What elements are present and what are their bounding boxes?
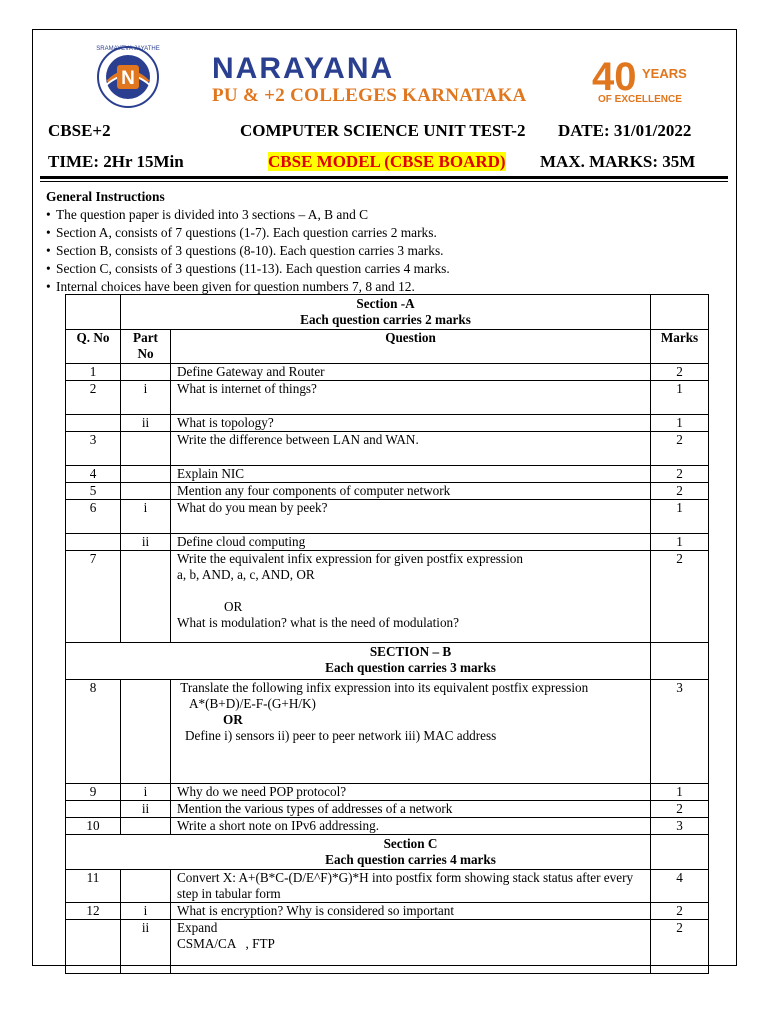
part-number [121, 551, 171, 643]
q-number [66, 534, 121, 551]
q-number: 1 [66, 364, 121, 381]
section-b-header [66, 643, 709, 680]
marks: 4 [651, 870, 709, 903]
part-number [121, 364, 171, 381]
q-number: 8 [66, 680, 121, 784]
question-text: Convert X: A+(B*C-(D/E^F)*G)*H into postfix form showing stack status after every step in tabular form [171, 870, 651, 903]
part-number: i [121, 903, 171, 920]
part-number [121, 870, 171, 903]
marks: 1 [651, 381, 709, 415]
part-number: i [121, 500, 171, 534]
part-number: i [121, 784, 171, 801]
marks: 2 [651, 432, 709, 466]
question-text: What do you mean by peek? [171, 500, 651, 534]
table-row [66, 381, 709, 415]
test-title: COMPUTER SCIENCE UNIT TEST-2 [240, 121, 526, 140]
question-text: Explain NIC [171, 466, 651, 483]
marks: 3 [651, 818, 709, 835]
table-row [66, 870, 709, 903]
question-text: Why do we need POP protocol? [171, 784, 651, 801]
or-label: OR [223, 712, 243, 727]
table-row [66, 680, 709, 784]
model-highlight: CBSE MODEL (CBSE BOARD) [268, 152, 506, 171]
section-c-header [66, 835, 709, 870]
table-row [66, 784, 709, 801]
question-text [171, 551, 651, 643]
marks: 1 [651, 784, 709, 801]
logo-letter: N [121, 68, 135, 89]
marks: 1 [651, 415, 709, 432]
q-number: 12 [66, 903, 121, 920]
marks: 2 [651, 903, 709, 920]
marks: 1 [651, 534, 709, 551]
section-c-title: Section C [383, 836, 438, 851]
q-number: 7 [66, 551, 121, 643]
anniversary-badge [590, 52, 690, 108]
brand-subtitle: PU & +2 COLLEGES KARNATAKA [212, 85, 527, 106]
q-number: 10 [66, 818, 121, 835]
q-number: 4 [66, 466, 121, 483]
q-number [66, 415, 121, 432]
question-text [171, 920, 651, 974]
q-number: 5 [66, 483, 121, 500]
max-marks: MAX. MARKS: 35M [540, 152, 696, 171]
or-label: OR [224, 599, 243, 614]
table-row [66, 364, 709, 381]
general-instructions [46, 188, 450, 296]
part-number: i [121, 381, 171, 415]
section-a-title: Section -A [356, 296, 415, 311]
section-a-subtitle: Each question carries 2 marks [300, 312, 471, 327]
class-label: CBSE+2 [48, 121, 111, 140]
table-row [66, 483, 709, 500]
marks: 3 [651, 680, 709, 784]
exam-date: DATE: 31/01/2022 [558, 121, 692, 140]
instruction-item: • Section C, consists of 3 questions (11-13). Each question carries 4 marks. [46, 260, 450, 278]
table-row [66, 534, 709, 551]
question-line: A*(B+D)/E-F-(G+H/K) [189, 696, 316, 711]
instruction-item: • Section A, consists of 7 questions (1-7). Each question carries 2 marks. [46, 224, 450, 242]
question-line: a, b, AND, a, c, AND, OR [177, 567, 315, 582]
college-logo [82, 40, 232, 110]
part-number: ii [121, 801, 171, 818]
table-row [66, 500, 709, 534]
question-line: Translate the following infix expression into its equivalent postfix expression [177, 680, 589, 695]
question-text: Write the difference between LAN and WAN. [171, 432, 651, 466]
brand-name: NARAYANA [212, 52, 395, 85]
table-row [66, 818, 709, 835]
question-line: CSMA/CA , FTP [177, 936, 275, 951]
q-number [66, 801, 121, 818]
section-c-subtitle: Each question carries 4 marks [325, 852, 496, 867]
badge-years: YEARS [642, 66, 687, 81]
column-header-qno: Q. No [66, 330, 121, 364]
section-a-header [66, 295, 709, 330]
part-number [121, 466, 171, 483]
marks: 2 [651, 483, 709, 500]
instruction-item: • Internal choices have been given for question numbers 7, 8 and 12. [46, 278, 450, 296]
header-rule [40, 176, 728, 179]
instruction-item: • The question paper is divided into 3 sections – A, B and C [46, 206, 450, 224]
question-text: What is topology? [171, 415, 651, 432]
question-line: Write the equivalent infix expression for given postfix expression [177, 551, 523, 566]
header-rule-thin [40, 181, 728, 182]
table-row [66, 801, 709, 818]
question-text: Mention any four components of computer network [171, 483, 651, 500]
question-text: Define cloud computing [171, 534, 651, 551]
marks: 2 [651, 466, 709, 483]
question-text: What is internet of things? [171, 381, 651, 415]
question-table [65, 294, 709, 974]
question-text [171, 680, 651, 784]
question-text: Define Gateway and Router [171, 364, 651, 381]
instruction-item: • Section B, consists of 3 questions (8-10). Each question carries 3 marks. [46, 242, 450, 260]
table-row [66, 415, 709, 432]
part-number: ii [121, 920, 171, 974]
question-line: What is modulation? what is the need of modulation? [177, 615, 459, 630]
table-row [66, 920, 709, 974]
logo-ring-text: SRAMAYEVA JAYATHE [96, 46, 160, 52]
column-header-question: Question [171, 330, 651, 364]
section-b-title: SECTION – B [369, 644, 452, 659]
table-header-row [66, 330, 709, 364]
marks: 2 [651, 551, 709, 643]
part-number [121, 483, 171, 500]
q-number: 6 [66, 500, 121, 534]
q-number: 3 [66, 432, 121, 466]
badge-number: 40 [592, 55, 637, 99]
part-number [121, 432, 171, 466]
q-number: 2 [66, 381, 121, 415]
table-row [66, 903, 709, 920]
part-number: ii [121, 415, 171, 432]
marks: 2 [651, 364, 709, 381]
table-row [66, 551, 709, 643]
q-number: 11 [66, 870, 121, 903]
question-text: Mention the various types of addresses of a network [171, 801, 651, 818]
table-row [66, 432, 709, 466]
exam-time: TIME: 2Hr 15Min [48, 152, 184, 171]
badge-excellence: OF EXCELLENCE [598, 94, 682, 105]
marks: 1 [651, 500, 709, 534]
question-line: Define i) sensors ii) peer to peer network iii) MAC address [185, 728, 497, 743]
question-text: Write a short note on IPv6 addressing. [171, 818, 651, 835]
section-b-subtitle: Each question carries 3 marks [325, 660, 496, 675]
marks: 2 [651, 801, 709, 818]
question-text: What is encryption? Why is considered so important [171, 903, 651, 920]
part-number: ii [121, 534, 171, 551]
q-number [66, 920, 121, 974]
marks: 2 [651, 920, 709, 974]
part-number [121, 680, 171, 784]
table-row [66, 466, 709, 483]
question-line: Expand [177, 920, 218, 935]
part-number [121, 818, 171, 835]
column-header-part: Part No [121, 330, 171, 364]
column-header-marks: Marks [651, 330, 709, 364]
instructions-title: General Instructions [46, 189, 165, 204]
q-number: 9 [66, 784, 121, 801]
